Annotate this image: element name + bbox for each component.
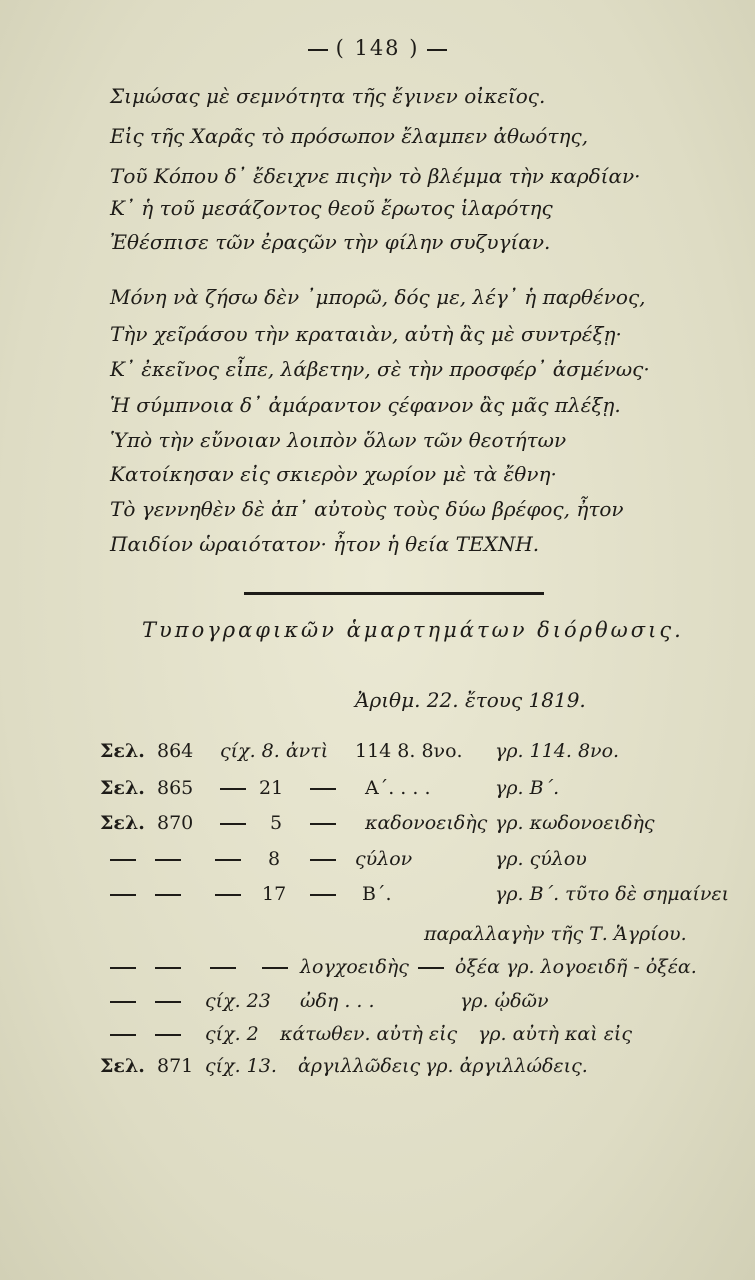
errata-page-label: Σελ. bbox=[100, 812, 145, 834]
ditto-dash bbox=[310, 788, 336, 790]
poem-line: Κ᾽ ἐκεῖνος εἶπε, λάβετην, σὲ τὴν προσφέρ᾽ ἀσμένως· bbox=[110, 357, 650, 381]
poem-line: Κ᾽ ἡ τοῦ μεσάζοντος θεοῦ ἔρωτος ἱλαρότης bbox=[110, 196, 553, 220]
errata-line-ref: 21 bbox=[259, 777, 284, 799]
ditto-dash bbox=[110, 859, 136, 861]
ditto-dash bbox=[110, 967, 136, 969]
poem-line: Ὑπὸ τὴν εὔνοιαν λοιπὸν ὅλων τῶν θεοτήτων bbox=[110, 428, 567, 452]
errata-page-number: 865 bbox=[157, 777, 194, 799]
errata-page-number: 871 bbox=[157, 1055, 194, 1077]
ditto-dash bbox=[310, 823, 336, 825]
poem-line: Μόνη νὰ ζήσω δὲν ᾽μπορῶ, δός με, λέγ᾽ ἡ παρθένος, bbox=[110, 285, 646, 309]
errata-line-ref: ςίχ. 23 bbox=[205, 990, 271, 1012]
ditto-dash bbox=[110, 894, 136, 896]
errata-title: Τυπογραφικῶν ἁμαρτημάτων διόρθωσις. bbox=[142, 618, 684, 642]
errata-correct: γρ. ἀργιλλώδεις. bbox=[425, 1055, 588, 1077]
ditto-dash bbox=[310, 894, 336, 896]
errata-correct: γρ. αὐτὴ καὶ εἰς bbox=[478, 1023, 632, 1045]
ditto-dash bbox=[310, 859, 336, 861]
errata-line-ref: ςίχ. 13. bbox=[205, 1055, 277, 1077]
errata-line-ref: ςίχ. 2 bbox=[205, 1023, 259, 1045]
errata-wrong: κάτωθεν. αὐτὴ εἰς bbox=[280, 1023, 458, 1045]
errata-line-ref: 17 bbox=[262, 883, 287, 905]
errata-wrong: 114 8. 8νο. bbox=[355, 740, 463, 762]
poem-line: Παιδίον ὡραιότατον· ἦτον ἡ θεία ΤΕΧΝΗ. bbox=[110, 532, 540, 556]
errata-correct: ὀξέα γρ. λογοειδῆ - ὀξέα. bbox=[455, 956, 697, 978]
errata-correct: γρ. ςύλου bbox=[495, 848, 587, 870]
errata-page-label: Σελ. bbox=[100, 740, 145, 762]
ditto-dash bbox=[215, 859, 241, 861]
ditto-dash bbox=[215, 894, 241, 896]
ditto-dash bbox=[110, 1001, 136, 1003]
errata-wrong: Β΄. bbox=[362, 883, 392, 905]
errata-wrong: ὠδη . . . bbox=[300, 990, 375, 1012]
errata-wrong: Α΄. . . . bbox=[365, 777, 431, 799]
errata-correct: γρ. Β΄. bbox=[495, 777, 560, 799]
ditto-dash bbox=[155, 1001, 181, 1003]
header-dash-right bbox=[427, 49, 447, 51]
ditto-dash bbox=[110, 1034, 136, 1036]
errata-wrong: λογχοειδὴς bbox=[300, 956, 409, 978]
poem-line: Τοῦ Κόπου δ᾽ ἔδειχνε πιςὴν τὸ βλέμμα τὴν καρδίαν· bbox=[110, 164, 641, 188]
errata-page-label: Σελ. bbox=[100, 777, 145, 799]
ditto-dash bbox=[155, 1034, 181, 1036]
errata-correct: γρ. ᾠδῶν bbox=[460, 990, 549, 1012]
errata-correct: γρ. 114. 8νο. bbox=[495, 740, 620, 762]
errata-page-label: Σελ. bbox=[100, 1055, 145, 1077]
ditto-dash bbox=[155, 859, 181, 861]
errata-line-ref: 8 bbox=[268, 848, 281, 870]
poem-line: Εἰς τῆς Χαρᾶς τὸ πρόσωπον ἔλαμπεν ἀθωότης, bbox=[110, 124, 589, 148]
poem-line: Ἐθέσπισε τῶν ἐραςῶν τὴν φίλην συζυγίαν. bbox=[110, 230, 551, 254]
ditto-dash bbox=[155, 967, 181, 969]
errata-line-ref: ςίχ. 8. ἀντὶ bbox=[220, 740, 329, 762]
ditto-dash bbox=[220, 788, 246, 790]
poem-line: Σιμώσας μὲ σεμνότητα τῆς ἔγινεν οἰκεῖος. bbox=[110, 84, 546, 108]
errata-date: Ἀριθμ. 22. ἔτους 1819. bbox=[355, 688, 586, 712]
page-header: ( 148 ) bbox=[0, 36, 755, 60]
errata-wrong: καδονοειδὴς bbox=[365, 812, 488, 834]
poem-line: Ἡ σύμπνοια δ᾽ ἀμάραντον ςέφανον ἂς μᾶς πλέξῃ. bbox=[110, 393, 621, 417]
ditto-dash bbox=[418, 967, 444, 969]
errata-page-number: 870 bbox=[157, 812, 194, 834]
section-rule bbox=[244, 592, 544, 595]
errata-page-number: 864 bbox=[157, 740, 194, 762]
errata-correct-continued: παραλλαγὴν τῆς Τ. Ἁγρίου. bbox=[424, 923, 687, 945]
poem-line: Τὴν χεῖράσου τὴν κραταιὰν, αὐτὴ ἂς μὲ συντρέξῃ· bbox=[110, 322, 622, 346]
ditto-dash bbox=[220, 823, 246, 825]
header-dash-left bbox=[308, 49, 328, 51]
errata-wrong: ςύλον bbox=[355, 848, 413, 870]
poem-line: Κατοίκησαν εἰς σκιερὸν χωρίον μὲ τὰ ἔθνη· bbox=[110, 462, 557, 486]
ditto-dash bbox=[155, 894, 181, 896]
errata-line-ref: 5 bbox=[270, 812, 283, 834]
poem-line: Τὸ γεννηθὲν δὲ ἀπ᾽ αὐτοὺς τοὺς δύω βρέφος, ἦτον bbox=[110, 497, 624, 521]
page-number: 148 bbox=[354, 36, 401, 60]
errata-correct: γρ. Β΄. τῦτο δὲ σημαίνει bbox=[495, 883, 730, 905]
ditto-dash bbox=[210, 967, 236, 969]
ditto-dash bbox=[262, 967, 288, 969]
errata-correct: γρ. κωδονοειδὴς bbox=[495, 812, 655, 834]
errata-wrong: ἀργιλλῶδεις bbox=[298, 1055, 421, 1077]
